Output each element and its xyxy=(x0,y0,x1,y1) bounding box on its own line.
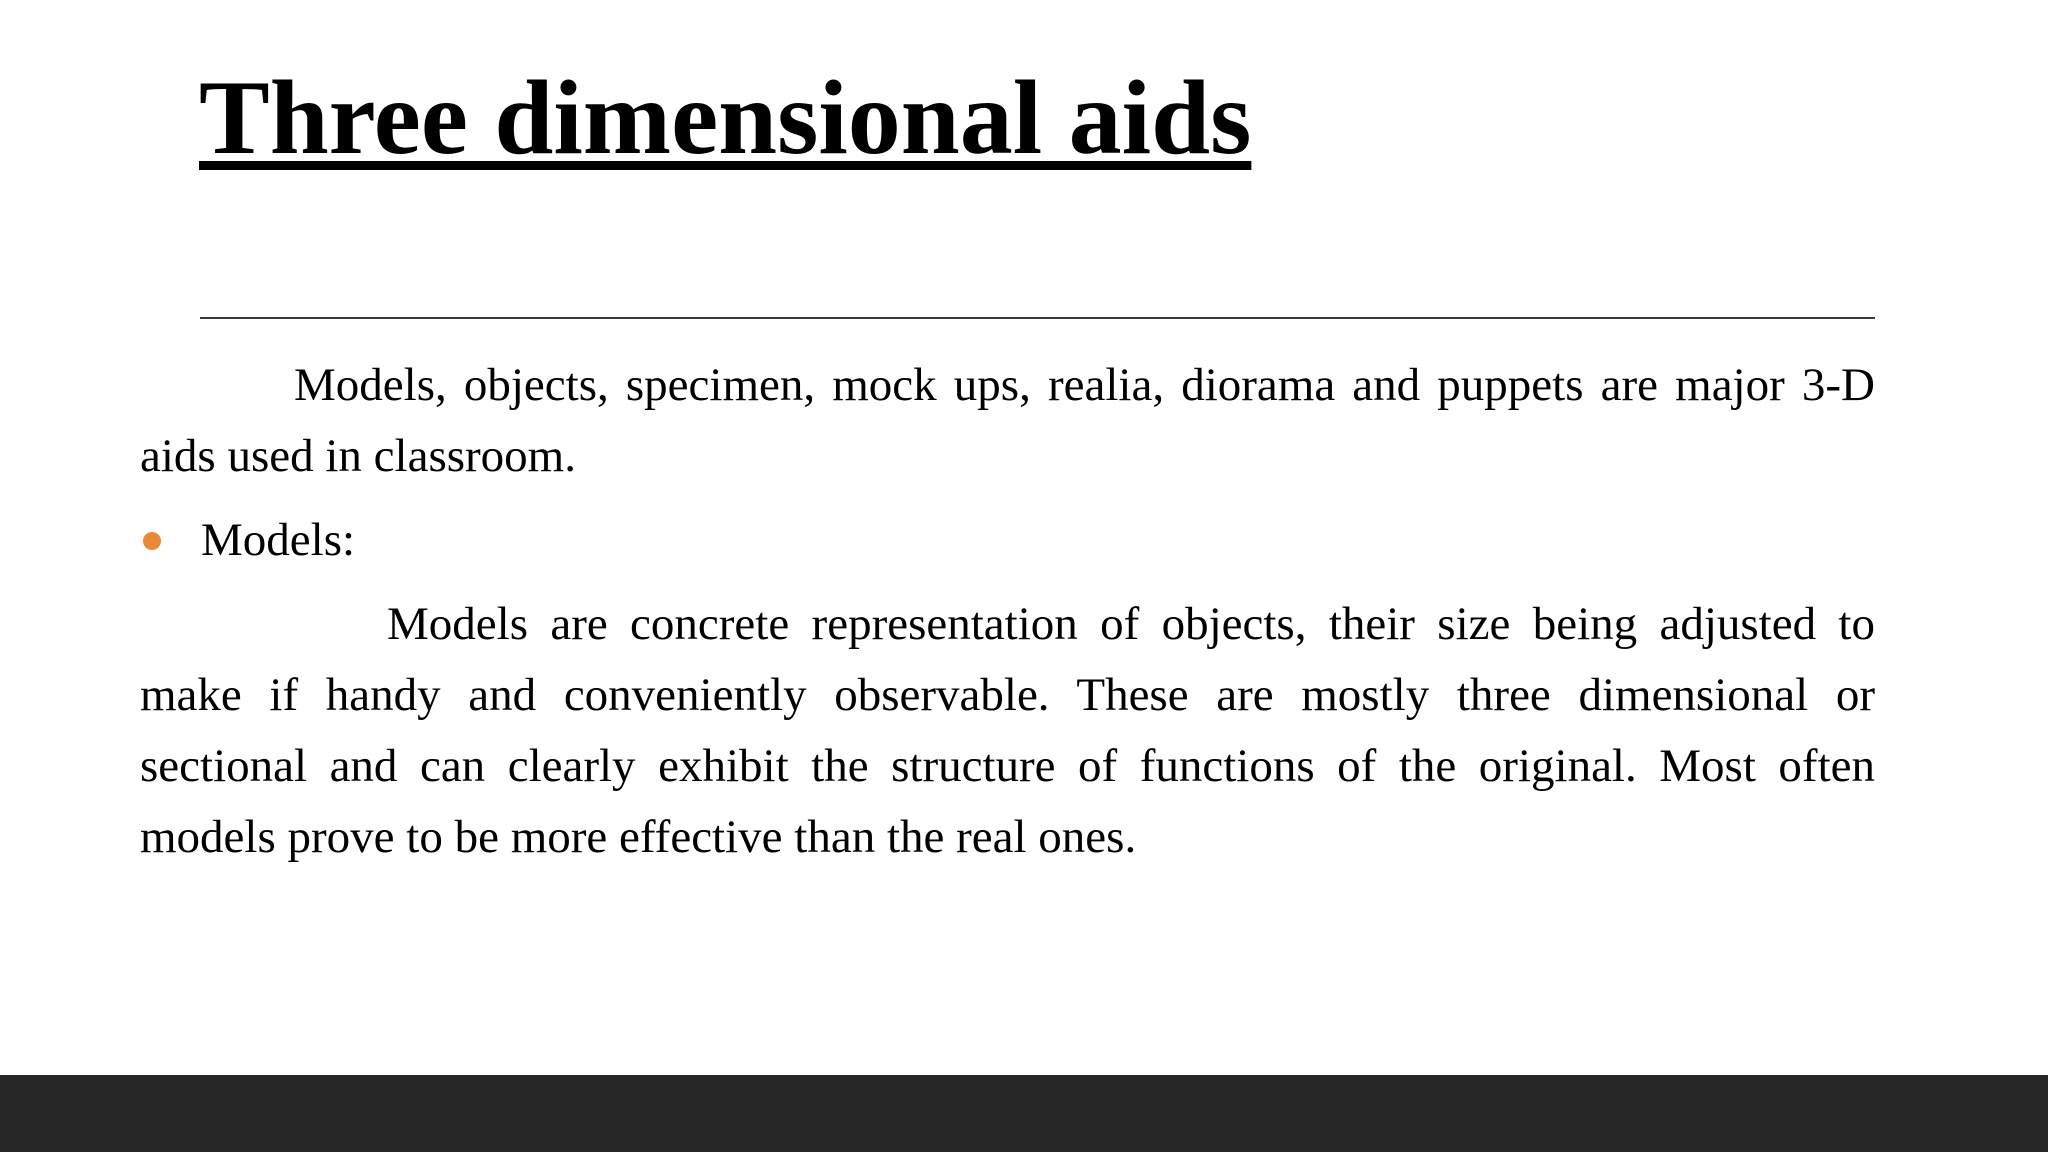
footer-bar xyxy=(0,1075,2048,1152)
intro-paragraph: Models, objects, specimen, mock ups, realia, diorama and puppets are major 3-D aids used in classroom. xyxy=(140,359,1875,482)
models-paragraph: Models are concrete representation of objects, their size being adjusted to make if handy and conveniently observable. These are mostly three dimensional or sectional and can clearly exhibit the structure of functions of the original. Most often models prove to be more effective than the real ones. xyxy=(140,598,1875,863)
slide-body xyxy=(140,350,1875,873)
title-divider xyxy=(200,317,1875,319)
slide-title: Three dimensional aids xyxy=(199,59,1252,176)
bullet-dot-icon xyxy=(143,532,161,550)
bullet-label: Models: xyxy=(201,514,356,566)
bullet-item-models xyxy=(140,505,1875,576)
